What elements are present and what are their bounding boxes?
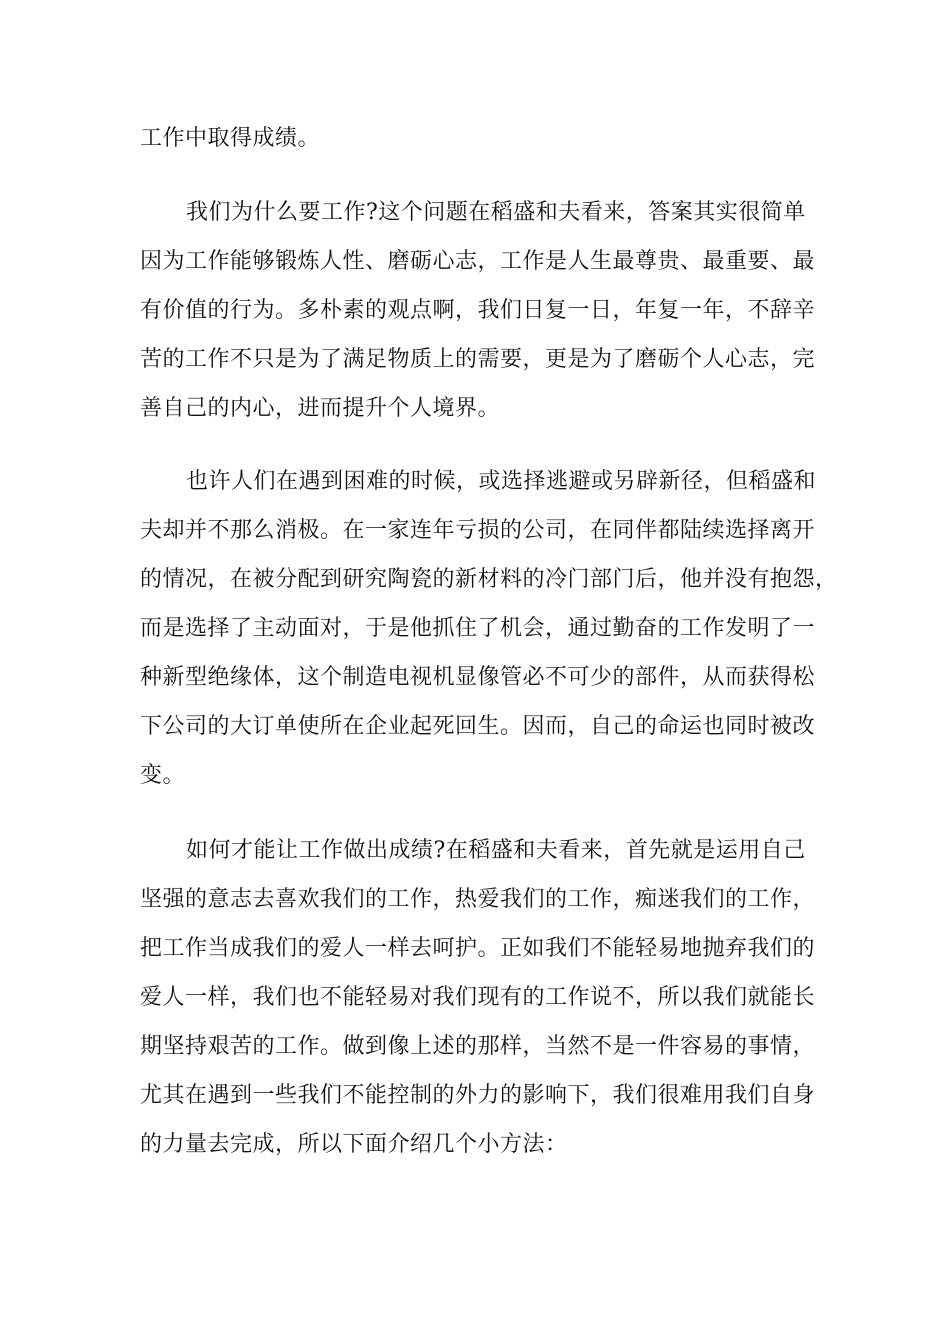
text-line: 而是选择了主动面对，于是他抓住了机会，通过勤奋的工作发明了一 xyxy=(140,616,816,641)
text-line: 夫却并不那么消极。在一家连年亏损的公司，在同伴都陆续选择离开 xyxy=(140,518,816,543)
text-line: 我们为什么要工作?这个问题在稻盛和夫看来，答案其实很简单 xyxy=(186,200,806,225)
text-line: 工作中取得成绩。 xyxy=(140,126,321,151)
text-line: 变。 xyxy=(140,763,186,788)
text-line: 把工作当成我们的爱人一样去呵护。正如我们不能轻易地抛弃我们的 xyxy=(140,936,816,961)
text-line: 坚强的意志去喜欢我们的工作，热爱我们的工作，痴迷我们的工作， xyxy=(140,887,816,912)
text-line: 爱人一样，我们也不能轻易对我们现有的工作说不，所以我们就能长 xyxy=(140,985,816,1010)
text-line: 善自己的内心，进而提升个人境界。 xyxy=(140,396,501,421)
text-line: 苦的工作不只是为了满足物质上的需要，更是为了磨砺个人心志，完 xyxy=(140,347,816,372)
text-line: 尤其在遇到一些我们不能控制的外力的影响下，我们很难用我们自身 xyxy=(140,1083,816,1108)
text-line: 的力量去完成，所以下面介绍几个小方法： xyxy=(140,1132,568,1157)
text-line: 也许人们在遇到困难的时候，或选择逃避或另辟新径，但稻盛和 xyxy=(186,469,817,494)
text-line: 有价值的行为。多朴素的观点啊，我们日复一日，年复一年，不辞辛 xyxy=(140,298,816,323)
text-line: 因为工作能够锻炼人性、磨砺心志，工作是人生最尊贵、最重要、最 xyxy=(140,249,816,274)
text-line: 的情况，在被分配到研究陶瓷的新材料的冷门部门后，他并没有抱怨， xyxy=(140,567,838,592)
text-line: 期坚持艰苦的工作。做到像上述的那样，当然不是一件容易的事情， xyxy=(140,1034,816,1059)
text-line: 如何才能让工作做出成绩?在稻盛和夫看来，首先就是运用自己 xyxy=(186,838,806,863)
text-line: 种新型绝缘体，这个制造电视机显像管必不可少的部件，从而获得松 xyxy=(140,665,816,690)
text-line: 下公司的大订单使所在企业起死回生。因而，自己的命运也同时被改 xyxy=(140,714,816,739)
